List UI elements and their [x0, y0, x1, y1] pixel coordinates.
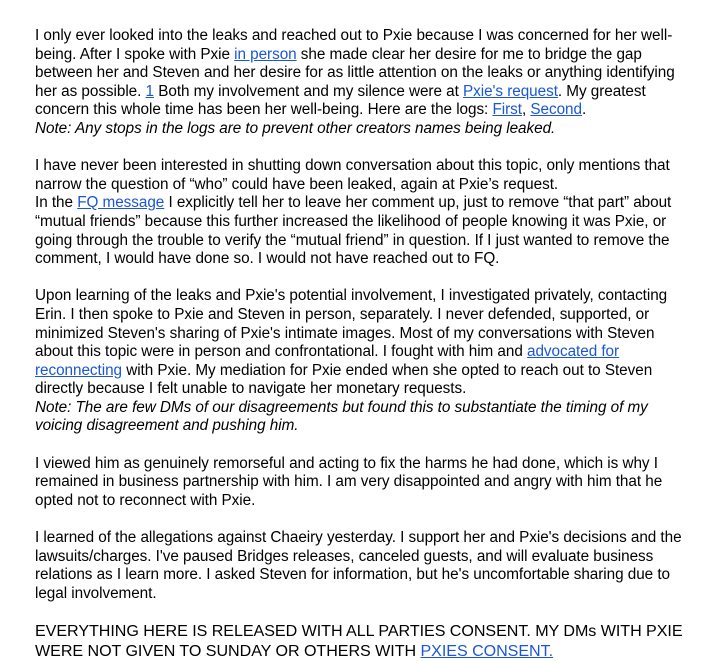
paragraph-1 [35, 27, 690, 120]
body-text: In the [35, 194, 78, 212]
paragraph-spacer [35, 139, 690, 158]
body-text: Upon learning of the leaks and Pxie's potential involvement, I investigated privately, contacting Erin. I then spoke to Pxie and Steven in person, separately. I never defended, supported, or minimized Steven's sharing of Pxie's intimate images. Most of my conversations with Steven about this topic were in person and confrontational. I fought with him and [35, 287, 668, 361]
body-text: Both my involvement and my silence were at [154, 82, 463, 100]
paragraph-spacer [35, 510, 690, 529]
paragraph-4-note [35, 399, 690, 436]
link-pxies-consent[interactable]: PXIES CONSENT. [420, 641, 554, 660]
body-text: I have never been interested in shutting down conversation about this topic, only mentions that narrow the question of “who” could have been leaked, again at Pxie’s request. [35, 157, 670, 193]
paragraph-spacer [35, 269, 690, 288]
paragraph-spacer [35, 436, 690, 455]
link-pxie-s-request[interactable]: Pxie's request [463, 82, 558, 100]
paragraph-4 [35, 287, 690, 399]
body-text: I learned of the allegations against Chaeiry yesterday. I support her and Pxie's decisions and the lawsuits/charges. I've paused Bridges releases, canceled guests, and will evaluate business relations as I learn more. I asked Steven for information, but he's uncomfortable sharing due to legal involvement. [35, 529, 682, 602]
body-text: I viewed him as genuinely remorseful and acting to fix the harms he had done, which is why I remained in business partnership with him. I am very disappointed and angry with him that he opted not to reconnect with Pxie. [35, 454, 663, 509]
body-text: I only ever looked into the leaks and reached out to Pxie because I was concerned for her well-being. After I spoke with Pxie [35, 27, 673, 63]
link-advocated-for-reconnecting[interactable]: advocated for reconnecting [35, 343, 620, 379]
body-text: Note: The are few DMs of our disagreements but found this to substantiate the timing of my voicing disagreement and pushing him. [35, 398, 648, 435]
paragraph-7-closing [35, 622, 690, 661]
paragraph-2 [35, 157, 690, 194]
body-text: , [521, 101, 531, 119]
paragraph-6 [35, 529, 690, 603]
link-fq-message[interactable]: FQ message [77, 194, 165, 212]
body-text: . [581, 101, 587, 119]
body-text: . My greatest concern this whole time has been her well-being. Here are the logs: [35, 82, 646, 119]
paragraph-1-note [35, 120, 690, 139]
paragraph-5 [35, 455, 690, 511]
body-text: EVERYTHING HERE IS RELEASED WITH ALL PARTIES CONSENT. MY DMs WITH PXIE WERE NOT GIVEN TO SUNDAY OR OTHERS WITH [35, 622, 683, 660]
link-in-person[interactable]: in person [234, 45, 297, 63]
body-text: Note: Any stops in the logs are to prevent other creators names being leaked. [35, 119, 556, 137]
body-text: with Pxie. My mediation for Pxie ended when she opted to reach out to Steven directly because I felt unable to navigate her monetary requests. [35, 361, 653, 398]
link-first[interactable]: First [492, 101, 522, 119]
paragraph-3 [35, 194, 690, 268]
body-text: I explicitly tell her to leave her comment up, just to remove “that part” about “mutual friends” because this further increased the likelihood of people knowing it was Pxie, or going through the trouble to verify the “mutual friend” in question. If I just wanted to remove the comment, I would have done so. I would not have reached out to FQ. [35, 194, 672, 268]
link-second[interactable]: Second [530, 101, 582, 119]
body-text: she made clear her desire for me to bridge the gap between her and Steven and her desire for as little attention on the leaks or anything identifying her as possible. [35, 45, 675, 100]
paragraph-spacer [35, 603, 690, 622]
link-1[interactable]: 1 [145, 82, 155, 100]
